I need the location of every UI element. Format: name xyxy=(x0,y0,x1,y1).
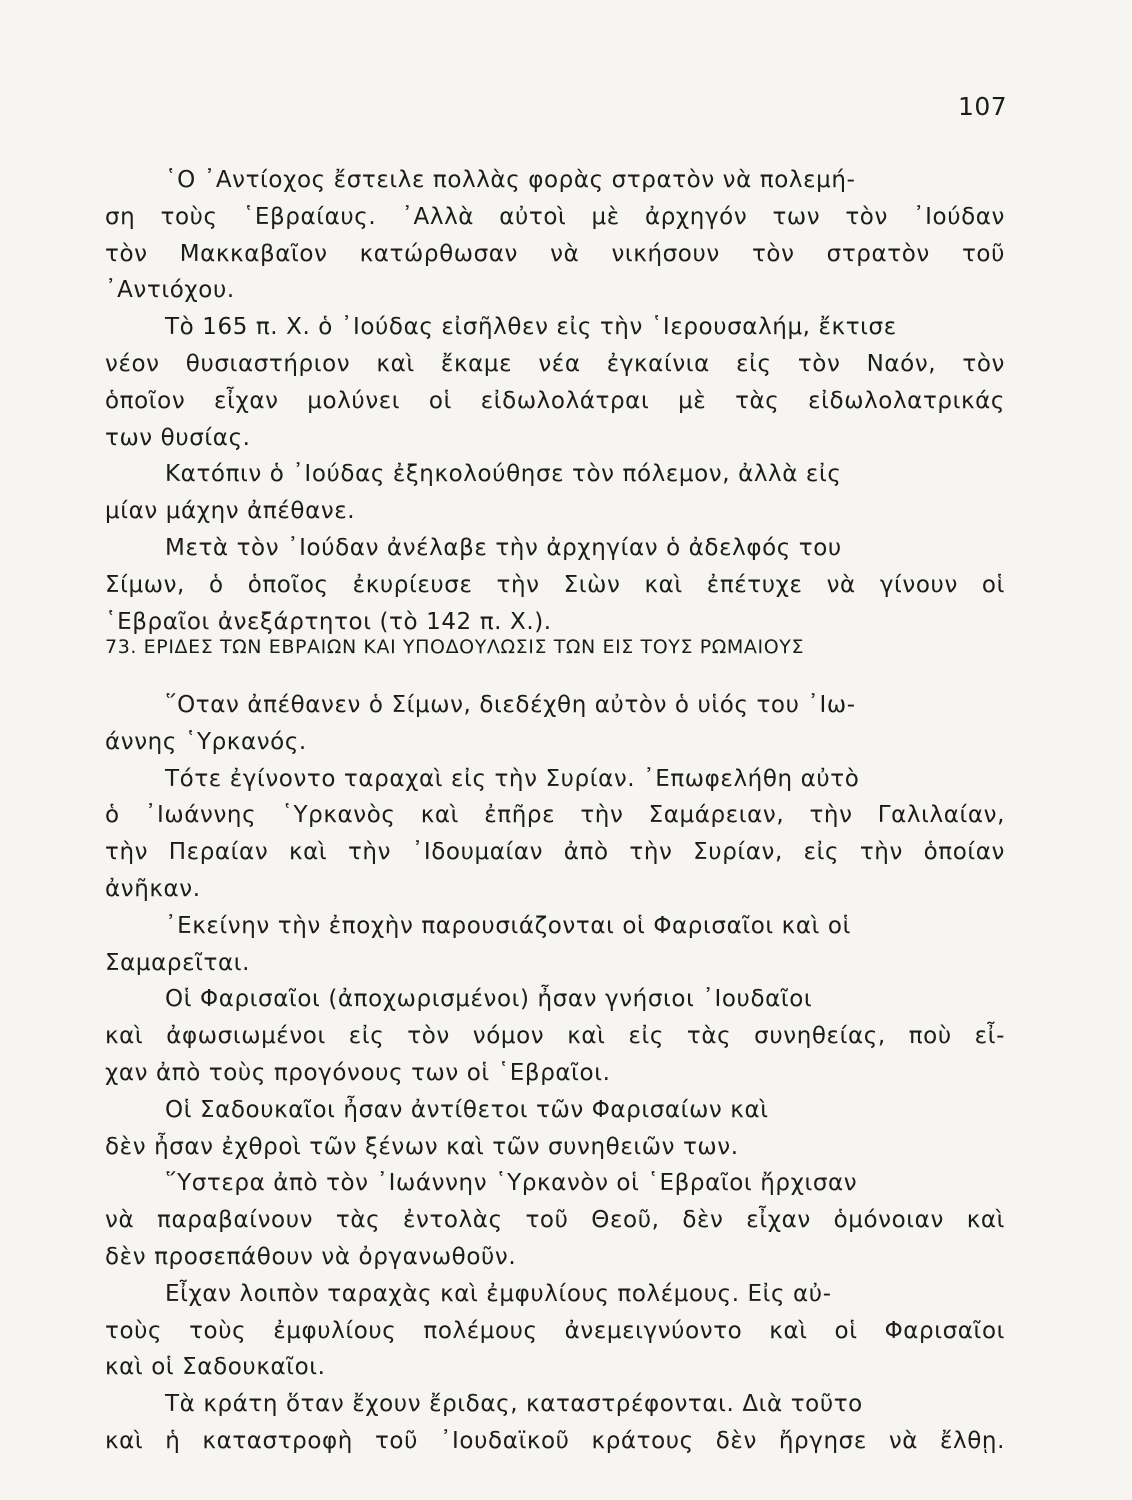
text-block-top xyxy=(105,162,1005,640)
text-line: ᾿Αντιόχου. xyxy=(105,277,235,304)
text-line: των θυσίας. xyxy=(105,424,251,451)
text-line: Τὰ κράτη ὅταν ἔχουν ἔριδας, καταστρέφονται. Διὰ τοῦτο xyxy=(165,1391,863,1418)
text-line: Εἶχαν λοιπὸν ταραχὰς καὶ ἐμφυλίους πολέμους. Εἰς αὐ- xyxy=(165,1280,832,1307)
text-line: ῾Εβραῖοι ἀνεξάρτητοι (τὸ 142 π. Χ.). xyxy=(105,608,552,635)
text-line: τοὺς τοὺς ἐμφυλίους πολέμους ἀνεμειγνύοντο καὶ οἱ Φαρισαῖοι xyxy=(105,1317,1005,1344)
text-line: Οἱ Φαρισαῖοι (ἀποχωρισμένοι) ἦσαν γνήσιοι ᾿Ιουδαῖοι xyxy=(165,986,813,1013)
text-line: Τότε ἐγίνοντο ταραχαὶ εἰς τὴν Συρίαν. ᾿Επωφελήθη αὐτὸ xyxy=(165,765,860,792)
page-number: 107 xyxy=(958,92,1008,121)
text-line: μίαν μάχην ἀπέθανε. xyxy=(105,498,356,525)
text-line: Σίμων, ὁ ὁποῖος ἐκυρίευσε τὴν Σιὼν καὶ ἐπέτυχε νὰ γίνουν οἱ xyxy=(105,571,1005,598)
text-line: Μετὰ τὸν ᾿Ιούδαν ἀνέλαβε τὴν ἀρχηγίαν ὁ ἀδελφός του xyxy=(165,534,842,561)
text-line: άννης ῾Υρκανός. xyxy=(105,728,307,755)
text-line: ᾿Εκείνην τὴν ἐποχὴν παρουσιάζονται οἱ Φαρισαῖοι καὶ οἱ xyxy=(165,912,851,939)
section-heading: 73. ΕΡΙΔΕΣ ΤΩΝ ΕΒΡΑΙΩΝ ΚΑΙ ΥΠΟΔΟΥΛΩΣΙΣ ΤΩΝ ΕΙΣ ΤΟΥΣ ΡΩΜΑΙΟΥΣ xyxy=(105,636,805,658)
text-line: ῞Οταν ἀπέθανεν ὁ Σίμων, διεδέχθη αὐτὸν ὁ υἱός του ᾿Ιω- xyxy=(165,692,856,718)
text-line: Κατόπιν ὁ ᾿Ιούδας ἐξηκολούθησε τὸν πόλεμον, ἀλλὰ εἰς xyxy=(165,461,842,488)
text-line: ῞Υστερα ἀπὸ τὸν ᾿Ιωάννην ῾Υρκανὸν οἱ ῾Εβραῖοι ἤρχισαν xyxy=(165,1170,858,1197)
text-line: καὶ οἱ Σαδουκαῖοι. xyxy=(105,1354,326,1381)
text-line: τὴν Περαίαν καὶ τὴν ᾿Ιδουμαίαν ἀπὸ τὴν Συρίαν, εἰς τὴν ὁποίαν xyxy=(105,839,1005,866)
text-line: καὶ ἡ καταστροφὴ τοῦ ᾿Ιουδαϊκοῦ κράτους δὲν ἤργησε νὰ ἔλθῃ. xyxy=(105,1427,1005,1454)
text-line: Σαμαρεῖται. xyxy=(105,949,251,976)
text-line: δὲν ἦσαν ἐχθροὶ τῶν ξένων καὶ τῶν συνηθειῶν των. xyxy=(105,1133,739,1160)
text-line: νὰ παραβαίνουν τὰς ἐντολὰς τοῦ Θεοῦ, δὲν εἶχαν ὁμόνοιαν καὶ xyxy=(105,1207,1005,1234)
text-line: ὁποῖον εἶχαν μολύνει οἱ εἰδωλολάτραι μὲ τὰς εἰδωλολατρικάς xyxy=(105,387,1005,414)
text-line: νέον θυσιαστήριον καὶ ἔκαμε νέα ἐγκαίνια εἰς τὸν Ναόν, τὸν xyxy=(105,350,1005,377)
text-line: ἀνῆκαν. xyxy=(105,875,201,902)
text-line: ση τοὺς ῾Εβραίαυς. ᾿Αλλὰ αὐτοὶ μὲ ἀρχηγόν των τὸν ᾿Ιούδαν xyxy=(105,203,1005,230)
text-line: ὁ ᾿Ιωάννης ῾Υρκανὸς καὶ ἐπῆρε τὴν Σαμάρειαν, τὴν Γαλιλαίαν, xyxy=(105,802,1005,829)
text-line: Τὸ 165 π. Χ. ὁ ᾿Ιούδας εἰσῆλθεν εἰς τὴν ῾Ιερουσαλήμ, ἔκτισε xyxy=(165,314,897,341)
text-line: χαν ἀπὸ τοὺς προγόνους των οἱ ῾Εβραῖοι. xyxy=(105,1059,611,1086)
text-line: δὲν προσεπάθουν νὰ ὀργανωθοῦν. xyxy=(105,1243,517,1270)
text-line: τὸν Μακκαβαῖον κατώρθωσαν νὰ νικήσουν τὸν στρατὸν τοῦ xyxy=(105,240,1005,267)
text-line: Οἱ Σαδουκαῖοι ἦσαν ἀντίθετοι τῶν Φαρισαίων καὶ xyxy=(165,1096,769,1123)
text-line: καὶ ἀφωσιωμένοι εἰς τὸν νόμον καὶ εἰς τὰς συνηθείας, ποὺ εἶ- xyxy=(105,1023,1005,1050)
text-line: ῾Ο ᾿Αντίοχος ἔστειλε πολλὰς φορὰς στρατὸν νὰ πολεμή- xyxy=(165,167,856,193)
text-block-bottom xyxy=(105,687,1005,1460)
